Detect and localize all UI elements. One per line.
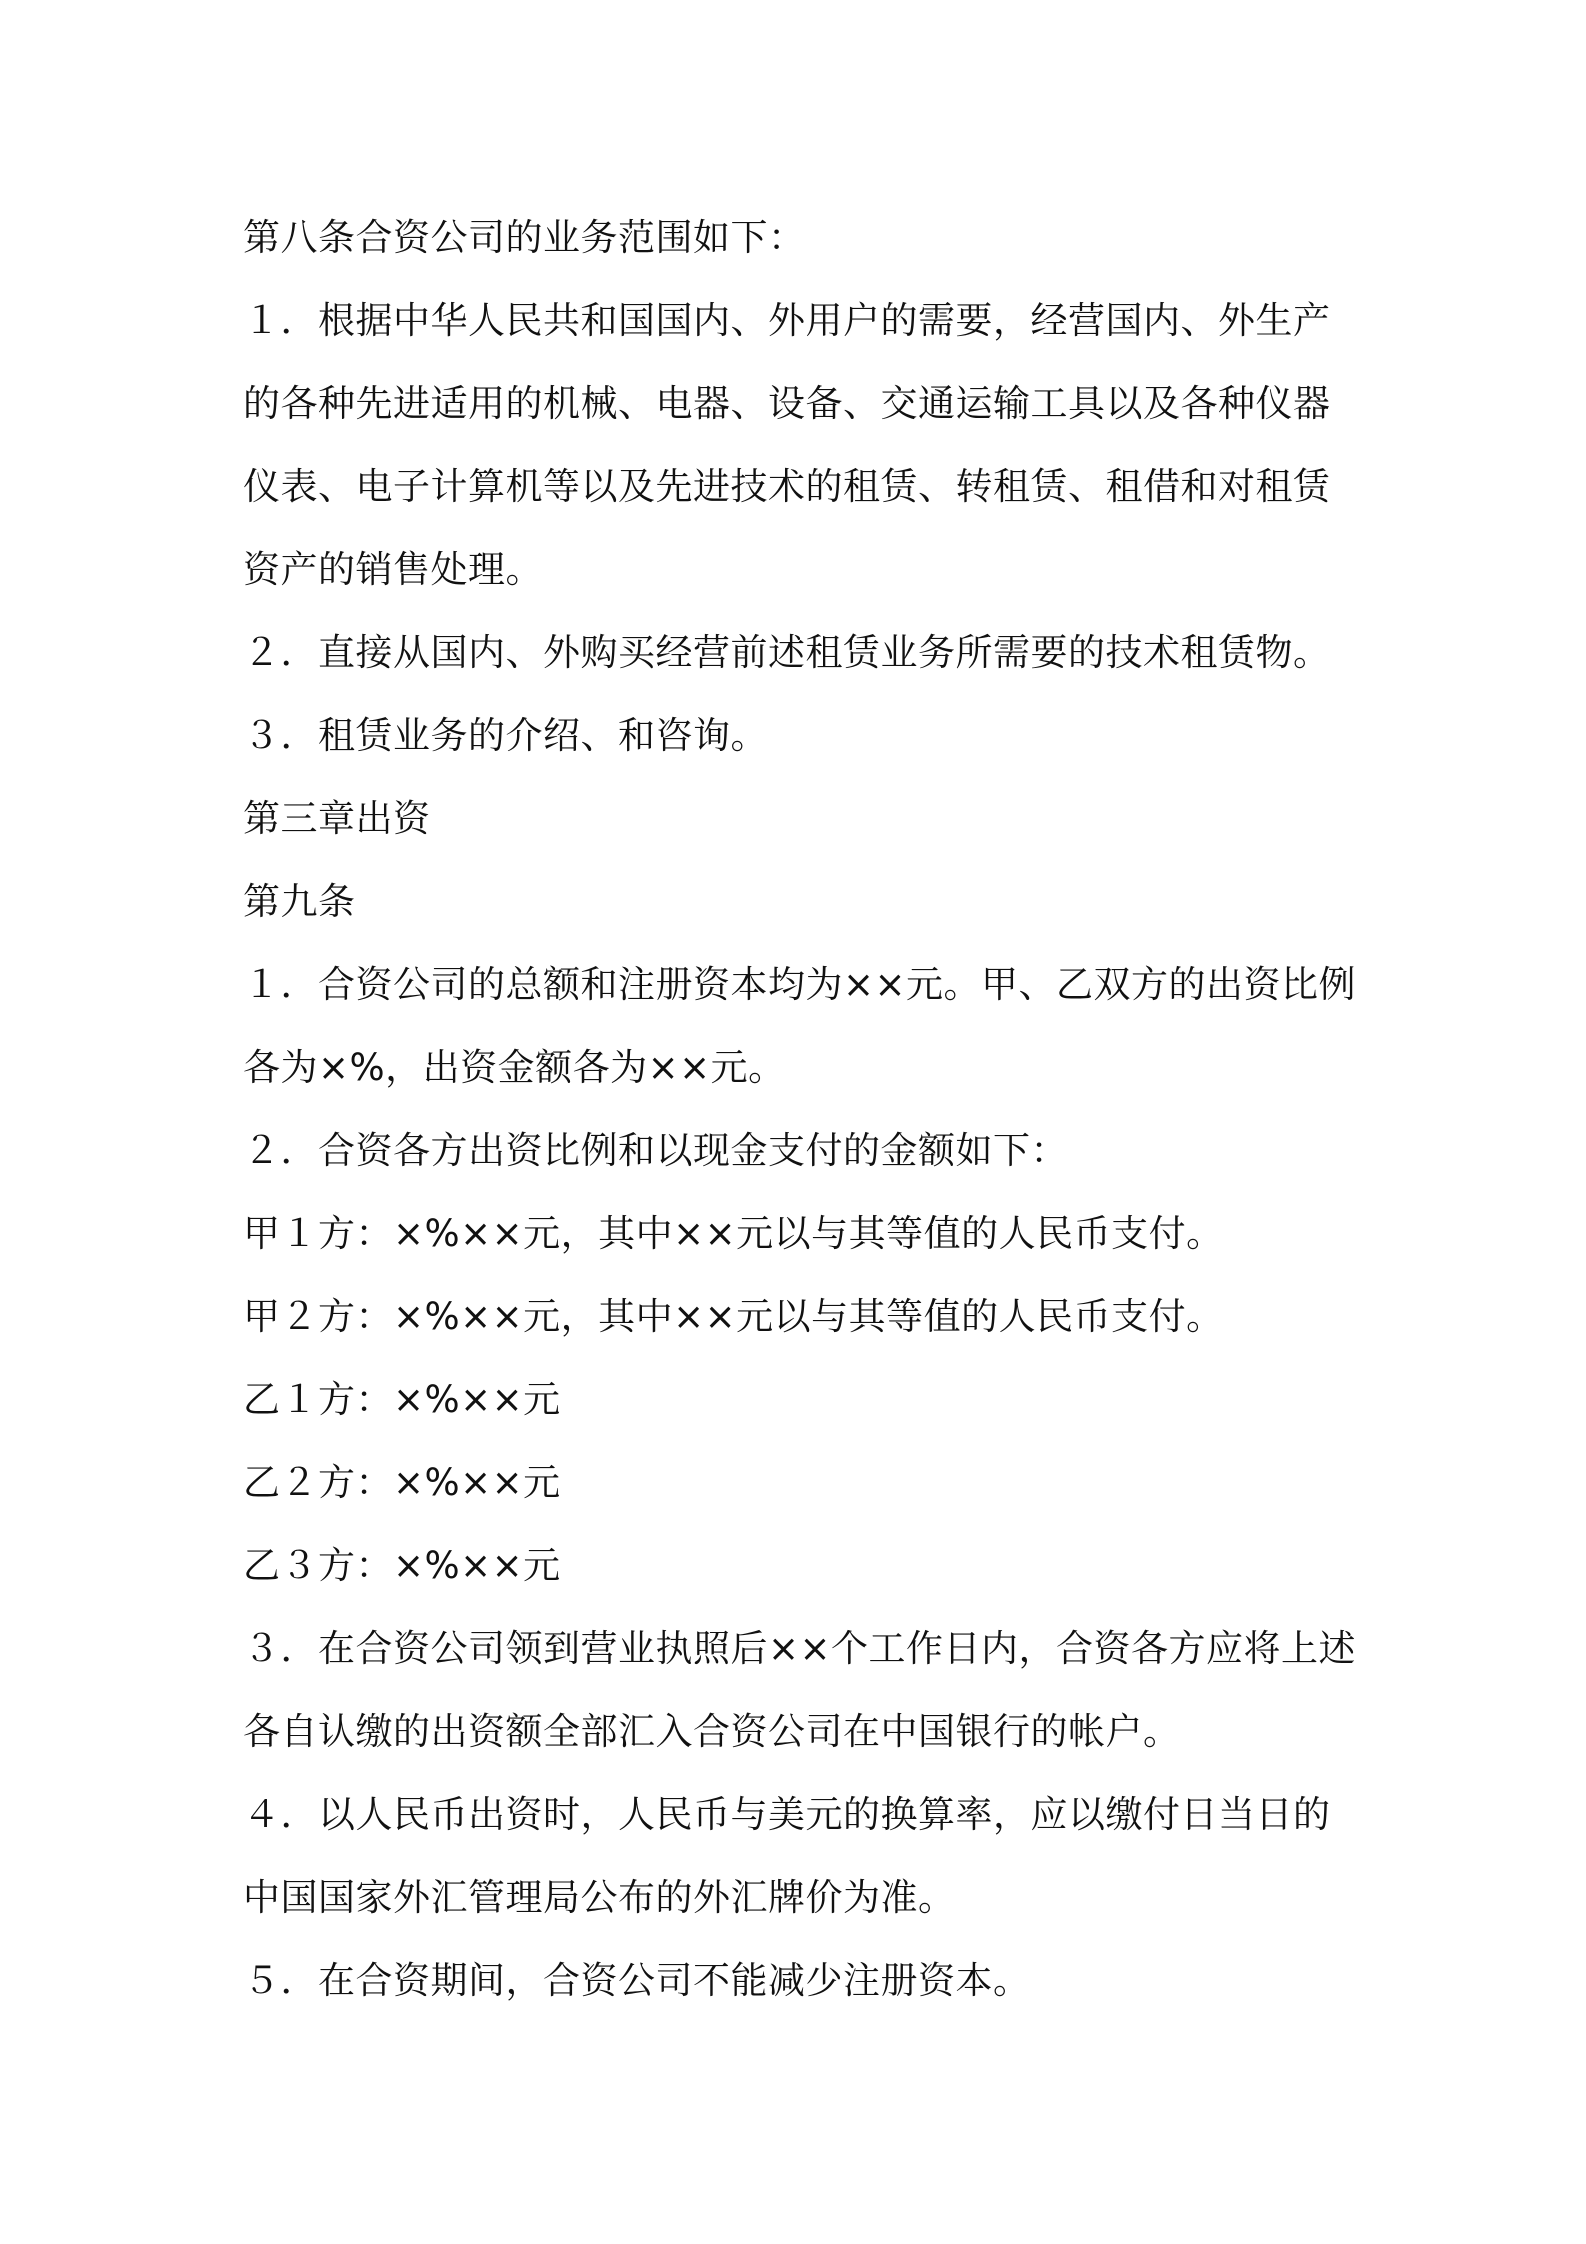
- article-9-item-1: １．合资公司的总额和注册资本均为××元。甲、乙双方的出资比例各为×%，出资金额各为××元。: [243, 963, 1357, 1089]
- chapter-3-heading: 第三章出资: [243, 797, 431, 840]
- article-8-item-2: ２．直接从国内、外购买经营前述租赁业务所需要的技术租赁物。: [243, 631, 1331, 674]
- article-8-heading: 第八条合资公司的业务范围如下：: [243, 216, 806, 259]
- party-jia-1: 甲１方：×%××元，其中××元以与其等值的人民币支付。: [243, 1212, 1224, 1255]
- article-9-item-3: ３．在合资公司领到营业执照后××个工作日内，合资各方应将上述各自认缴的出资额全部汇入合资公司在中国银行的帐户。: [243, 1627, 1357, 1753]
- article-9-item-4: ４．以人民币出资时，人民币与美元的换算率，应以缴付日当日的中国国家外汇管理局公布的外汇牌价为准。: [243, 1793, 1331, 1919]
- document-body: [243, 196, 1363, 2022]
- article-9-heading: 第九条: [243, 880, 356, 923]
- party-yi-1: 乙１方：×%××元: [243, 1378, 561, 1421]
- article-8-item-1: １．根据中华人民共和国国内、外用户的需要，经营国内、外生产的各种先进适用的机械、电器、设备、交通运输工具以及各种仪器仪表、电子计算机等以及先进技术的租赁、转租赁、租借和对租赁资产的销售处理。: [243, 299, 1331, 591]
- article-8-item-3: ３．租赁业务的介绍、和咨询。: [243, 714, 768, 757]
- party-yi-2: 乙２方：×%××元: [243, 1461, 561, 1504]
- party-yi-3: 乙３方：×%××元: [243, 1544, 561, 1587]
- article-9-item-5: ５．在合资期间，合资公司不能减少注册资本。: [243, 1959, 1031, 2002]
- party-jia-2: 甲２方：×%××元，其中××元以与其等值的人民币支付。: [243, 1295, 1224, 1338]
- article-9-item-2: ２．合资各方出资比例和以现金支付的金额如下：: [243, 1129, 1068, 1172]
